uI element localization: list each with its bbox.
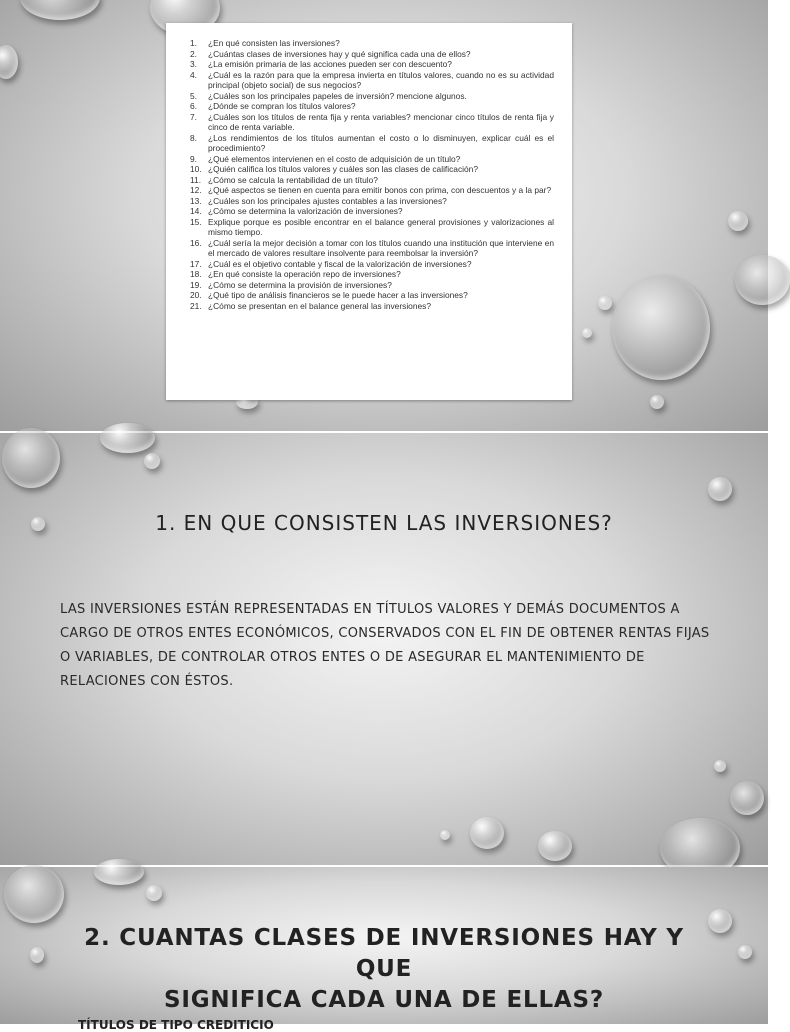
water-drop bbox=[612, 275, 710, 380]
list-item: 19. ¿Cómo se determina la provisión de inversiones? bbox=[190, 279, 392, 290]
water-drop bbox=[650, 395, 664, 409]
slide-title bbox=[60, 923, 708, 1016]
list-item: 1. ¿En qué consisten las inversiones? bbox=[190, 38, 340, 48]
water-drop bbox=[708, 477, 732, 501]
water-drop bbox=[598, 296, 612, 310]
list-item: 13. ¿Cuáles son los principales ajustes contables a las inversiones? bbox=[190, 195, 447, 206]
list-item: 20. ¿Qué tipo de análisis financieros se le puede hacer a las inversiones? bbox=[190, 290, 468, 300]
water-drop bbox=[738, 945, 752, 959]
list-item: 8. ¿Los rendimientos de los títulos aumentan el costo o lo disminuyen, explicar cuál es el procedimiento? bbox=[190, 132, 554, 153]
slide-questions bbox=[0, 0, 768, 431]
list-item: 9. ¿Qué elementos intervienen en el costo de adquisición de un título? bbox=[190, 153, 461, 164]
water-drop bbox=[730, 781, 764, 815]
list-item: 5. ¿Cuáles son los principales papeles de inversión? mencione algunos. bbox=[190, 90, 467, 101]
water-drop bbox=[2, 428, 60, 488]
water-drop bbox=[146, 885, 162, 901]
questions-list bbox=[166, 23, 572, 311]
water-drop bbox=[440, 830, 450, 840]
water-drop bbox=[582, 328, 592, 338]
section-subheading: TÍTULOS DE TIPO CREDITICIO bbox=[78, 1018, 274, 1032]
list-item: 14. ¿Cómo se determina la valorización de inversiones? bbox=[190, 206, 403, 216]
list-item: 17. ¿Cuál es el objetivo contable y fiscal de la valorización de inversiones? bbox=[190, 258, 472, 269]
list-item: 16. ¿Cuál sería la mejor decisión a tomar con los títulos cuando una institución que interviene en el mercado de valores resultare insolvente para reembolsar la inversión? bbox=[190, 237, 554, 258]
water-drop bbox=[20, 0, 100, 20]
questions-sheet bbox=[166, 23, 572, 400]
slide-title-line: SIGNIFICA CADA UNA DE ELLAS? bbox=[163, 987, 605, 1013]
water-drop bbox=[0, 45, 18, 79]
list-item: 18. ¿En qué consiste la operación repo de inversiones? bbox=[190, 269, 401, 279]
water-drop bbox=[94, 859, 144, 885]
list-item: 12. ¿Qué aspectos se tienen en cuenta para emitir bonos con prima, con descuentos y a la par? bbox=[190, 185, 552, 195]
water-drop bbox=[735, 255, 790, 305]
list-item: 15. Explique porque es posible encontrar en el balance general provisiones y valorizaciones al mismo tiempo. bbox=[190, 216, 554, 237]
list-item: 11. ¿Cómo se calcula la rentabilidad de un título? bbox=[190, 174, 378, 185]
slide-title: 1. EN QUE CONSISTEN LAS INVERSIONES? bbox=[155, 511, 613, 535]
water-drop bbox=[728, 211, 748, 231]
water-drop bbox=[100, 423, 155, 453]
water-drop bbox=[4, 865, 64, 923]
slide-answer-1 bbox=[0, 433, 768, 865]
water-drop bbox=[538, 831, 572, 861]
slide-answer-2 bbox=[0, 867, 768, 1032]
water-drop bbox=[714, 760, 726, 772]
list-item: 10. ¿Quién califica los títulos valores y cuáles son las clases de calificación? bbox=[190, 164, 478, 174]
slide-title-line: 2. CUANTAS CLASES DE INVERSIONES HAY Y QUE bbox=[84, 925, 684, 982]
water-drop bbox=[708, 909, 732, 933]
water-drop bbox=[470, 817, 504, 849]
list-item: 21. ¿Cómo se presentan en el balance general las inversiones? bbox=[190, 300, 432, 311]
water-drop bbox=[144, 453, 160, 469]
list-item: 7. ¿Cuáles son los títulos de renta fija y renta variables? mencionar cinco títulos de renta fija y cinco de renta variable. bbox=[190, 111, 554, 132]
list-item: 2. ¿Cuántas clases de inversiones hay y qué significa cada una de ellos? bbox=[190, 48, 471, 59]
water-drop bbox=[30, 947, 44, 963]
list-item: 4. ¿Cuál es la razón para que la empresa invierta en títulos valores, cuando no es su actividad principal (objeto social) de sus negocios? bbox=[190, 69, 554, 90]
list-item: 3. ¿La emisión primaria de las acciones pueden ser con descuento? bbox=[190, 59, 452, 69]
slide-body: LAS INVERSIONES ESTÁN REPRESENTADAS EN TÍTULOS VALORES Y DEMÁS DOCUMENTOS A CARGO DE OTROS ENTES ECONÓMICOS, CONSERVADOS CON EL FIN DE OBTENER RENTAS FIJAS O VARIABLES, DE CONTROLAR OTROS ENTES O DE ASEGURAR EL MANTENIMIENTO DE RELACIONES CON ÉSTOS. bbox=[60, 602, 710, 689]
list-item: 6. ¿Dónde se compran los títulos valores? bbox=[190, 101, 356, 111]
